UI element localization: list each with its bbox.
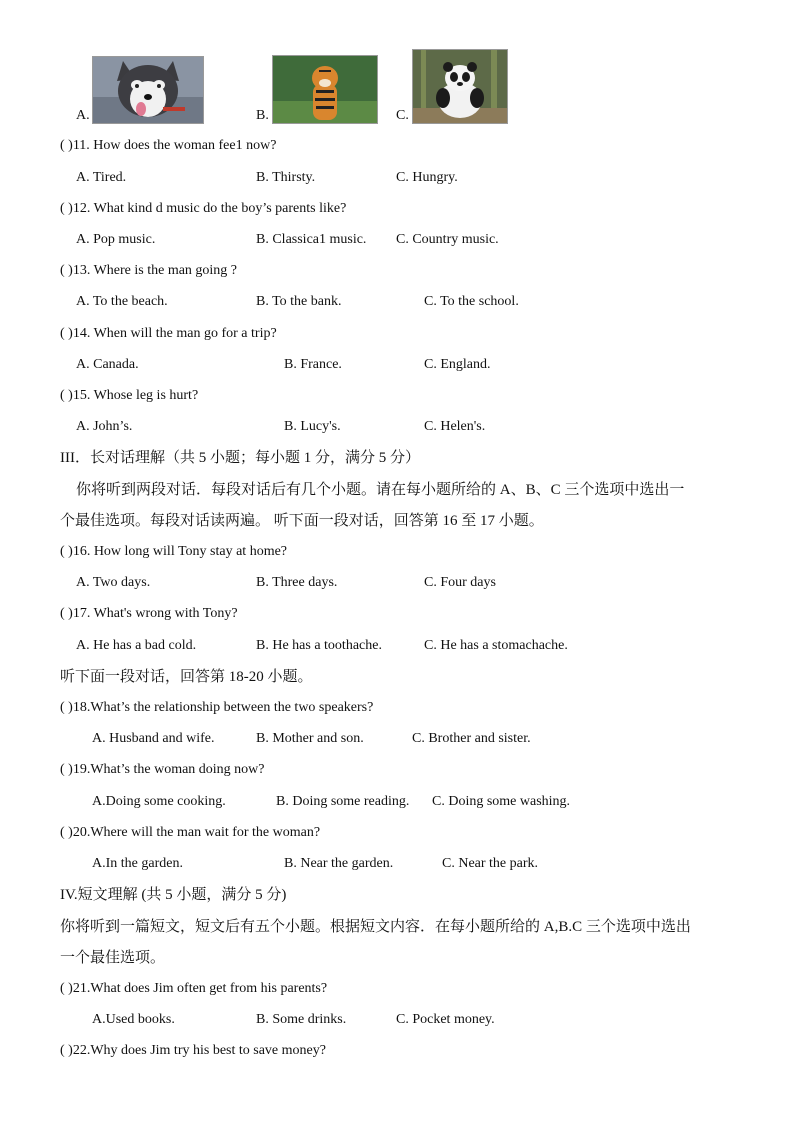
question-stem: ( )16. How long will Tony stay at home? [60,544,288,559]
option-a: A.Used books. [92,1012,175,1027]
option-a: A. Canada. [76,357,139,372]
answer-options [0,229,794,251]
section-heading [0,447,794,469]
question-item [0,541,794,563]
section-title: IV.短文理解 (共 5 小题，满分 5 分) [60,887,287,903]
option-a: A. Husband and wife. [92,731,215,746]
option-b: B. Three days. [256,575,338,590]
option-b: B. Near the garden. [284,856,394,871]
instruction-text: 听下面一段对话，回答第 18-20 小题。 [60,669,313,685]
question-stem: ( )18.What’s the relationship between the two speakers? [60,700,374,715]
image-option-label: B. [256,108,269,123]
section-instruction [0,510,794,532]
question-stem: ( )13. Where is the man going ? [60,263,238,278]
option-c: C. Pocket money. [396,1012,495,1027]
option-a: A. He has a bad cold. [76,638,197,653]
answer-options [0,791,794,813]
question-item [0,759,794,781]
option-b: B. France. [284,357,342,372]
instruction-text: 你将听到两段对话．每段对话后有几个小题。请在每小题所给的 A、B、C 三个选项中选出一 [76,482,685,498]
option-c: C. Doing some washing. [432,794,571,809]
question-item [0,1040,794,1062]
question-item [0,323,794,345]
question-item [0,135,794,157]
option-a: A. John’s. [76,419,133,434]
section-instruction [0,916,794,938]
section-instruction [0,479,794,501]
option-c: C. Brother and sister. [412,731,531,746]
answer-options [0,1009,794,1031]
instruction-text: 个最佳选项。每段对话读两遍。 听下面一段对话，回答第 16 至 17 小题。 [60,513,544,529]
question-stem: ( )21.What does Jim often get from his parents? [60,981,328,996]
question-stem: ( )19.What’s the woman doing now? [60,762,265,777]
question-stem: ( )22.Why does Jim try his best to save money? [60,1043,326,1058]
option-b: B. Thirsty. [256,170,316,185]
section-heading [0,884,794,906]
option-c: C. Four days [424,575,496,590]
tiger-image [272,55,378,124]
option-c: C. Helen's. [424,419,486,434]
option-b: B. Some drinks. [256,1012,347,1027]
question-stem: ( )17. What's wrong with Tony? [60,606,238,621]
option-b: B. To the bank. [256,294,342,309]
option-c: C. England. [424,357,491,372]
section-instruction [0,947,794,969]
option-b: B. He has a toothache. [256,638,382,653]
answer-options [0,853,794,875]
option-b: B. Lucy's. [284,419,341,434]
option-a: A. To the beach. [76,294,168,309]
section-title: III．长对话理解（共 5 小题；每小题 1 分，满分 5 分） [60,450,420,466]
option-a: A.Doing some cooking. [92,794,226,809]
question-item [0,822,794,844]
answer-options [0,167,794,189]
option-a: A. Tired. [76,170,127,185]
question-item [0,603,794,625]
option-c: C. To the school. [424,294,519,309]
answer-options [0,354,794,376]
option-b: B. Doing some reading. [276,794,410,809]
question-item [0,978,794,1000]
option-a: A.In the garden. [92,856,183,871]
option-c: C. He has a stomachache. [424,638,568,653]
section-instruction [0,666,794,688]
instruction-text: 一个最佳选项。 [60,950,166,966]
question-stem: ( )15. Whose leg is hurt? [60,388,199,403]
question-item [0,697,794,719]
option-c: C. Near the park. [442,856,539,871]
instruction-text: 你将听到一篇短文，短文后有五个小题。根据短文内容．在每小题所给的 A,B.C 三个选项中选出 [60,919,691,935]
question-stem: ( )20.Where will the man wait for the woman? [60,825,321,840]
question-item [0,385,794,407]
option-a: A. Pop music. [76,232,156,247]
husky-dog-image [92,56,204,124]
option-c: C. Country music. [396,232,499,247]
answer-options [0,635,794,657]
question-item [0,260,794,282]
question-stem: ( )14. When will the man go for a trip? [60,326,277,341]
option-a: A. Two days. [76,575,151,590]
image-option-label: C. [396,108,409,123]
question-stem: ( )11. How does the woman fee1 now? [60,138,277,153]
answer-options [0,416,794,438]
panda-image [412,49,508,124]
question-stem: ( )12. What kind d music do the boy’s parents like? [60,201,347,216]
question-item [0,198,794,220]
image-option-label: A. [76,108,90,123]
option-b: B. Mother and son. [256,731,364,746]
option-b: B. Classica1 music. [256,232,367,247]
answer-options [0,728,794,750]
option-c: C. Hungry. [396,170,458,185]
answer-options [0,572,794,594]
answer-options [0,291,794,313]
